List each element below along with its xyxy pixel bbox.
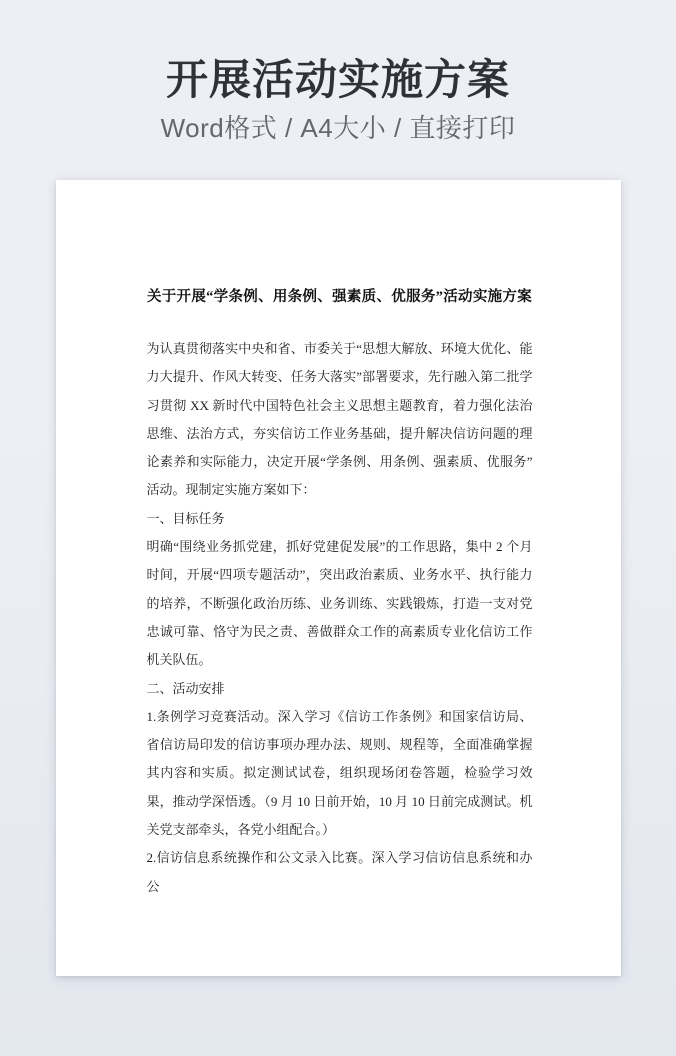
document-paragraph: 一、目标任务 [146,510,225,526]
hero-header [0,0,676,145]
document-page [56,180,621,976]
page-subtitle: Word格式 / A4大小 / 直接打印 [160,113,516,143]
document-paragraph: 二、活动安排 [146,680,225,696]
document-paragraph: 为认真贯彻落实中央和省、市委关于“思想大解放、环境大优化、能力大提升、作风大转变、任务大落实”部署要求，先行融入第二批学习贯彻 XX 新时代中国特色社会主义思想主题教育，着力强化法治思维、法治方式，夯实信访工作业务基础，提升解决信访问题的理论素养和实际能力，决定开展“学条例、用条例、强素质、优服务”活动。现制定实施方案如下： [146,341,533,498]
document-paragraph: 明确“围绕业务抓党建，抓好党建促发展”的工作思路，集中 2 个月时间，开展“四项专题活动”，突出政治素质、业务水平、执行能力的培养，不断强化政治历练、业务训练、实践锻炼，打造一支对党忠诚可靠、恪守为民之责、善做群众工作的高素质专业化信访工作机关队伍。 [146,539,533,668]
page-title: 开展活动实施方案 [165,56,510,103]
document-paragraph: 2.信访信息系统操作和公文录入比赛。深入学习信访信息系统和办公 [146,850,533,894]
document-heading: 关于开展“学条例、用条例、强素质、优服务”活动实施方案 [146,289,533,305]
document-paragraph: 1.条例学习竞赛活动。深入学习《信访工作条例》和国家信访局、省信访局印发的信访事项办理办法、规则、规程等，全面准确掌握其内容和实质。拟定测试试卷，组织现场闭卷答题，检验学习效果，推动学深悟透。（9 月 10 日前开始，10 月 10 日前完成测试。机关党支部牵头，各党小组配合。） [146,708,533,838]
document-body [147,335,533,901]
